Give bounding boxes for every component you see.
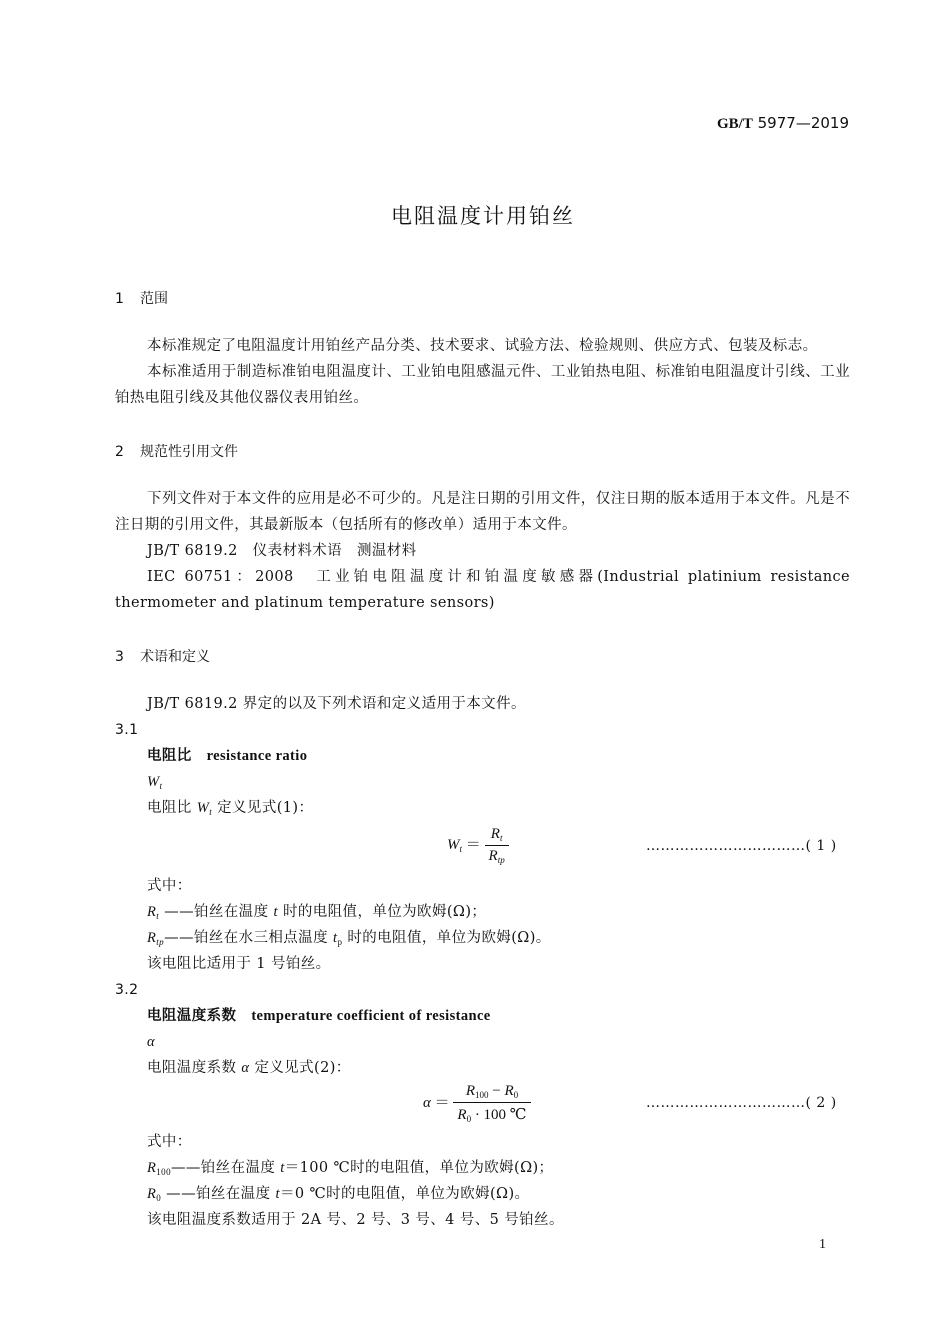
clause-3-1-symbol: $W_t$ bbox=[147, 774, 163, 791]
equation-1-leader: ……………………………( 1 ) bbox=[646, 838, 837, 854]
term-chinese: 电阻比 bbox=[147, 748, 192, 764]
document-title: 电阻温度计用铂丝 bbox=[391, 204, 575, 228]
clause-3-2-symbol: α bbox=[147, 1034, 156, 1050]
section-3-intro: JB/T 6819.2 界定的以及下列术语和定义适用于本文件。 bbox=[147, 696, 526, 712]
reference-iec-60751: IEC 60751：2008 工业铂电阻温度计和铂温度敏感器(Industrial platinium resistance thermometer and platinum temperature sensors) bbox=[115, 569, 850, 611]
section-1-heading bbox=[115, 288, 168, 308]
section-number: 2 bbox=[115, 444, 124, 460]
where-label: 式中： bbox=[147, 878, 192, 894]
where-item-rt: $R_t$ ——铂丝在温度 t 时的电阻值，单位为欧姆(Ω)； bbox=[147, 904, 487, 921]
term-english: temperature coefficient of resistance bbox=[251, 1008, 491, 1024]
reference-jbt-6819-2: JB/T 6819.2 仪表材料术语 测温材料 bbox=[147, 543, 417, 559]
section-1-paragraph-2: 本标准适用于制造标准铂电阻温度计、工业铂电阻感温元件、工业铂热电阻、标准铂电阻温度计引线、工业铂热电阻引线及其他仪器仪表用铂丝。 bbox=[115, 364, 850, 406]
section-number: 1 bbox=[115, 291, 124, 307]
where-label: 式中： bbox=[147, 1134, 192, 1150]
section-2-heading bbox=[115, 441, 238, 461]
section-title: 范围 bbox=[140, 291, 168, 307]
standard-code bbox=[717, 114, 849, 133]
equation-fraction: $\frac{R_{100} - R_0}{R_0 \cdot 100 ℃}$ bbox=[453, 1083, 530, 1124]
clause-3-1-term bbox=[147, 743, 307, 769]
standard-code-number: 5977—2019 bbox=[757, 114, 849, 132]
section-title: 规范性引用文件 bbox=[140, 444, 238, 460]
where-item-r100: $R_{100}——$铂丝在温度 t＝100 ℃时的电阻值，单位为欧姆(Ω)； bbox=[147, 1160, 554, 1177]
equation-2: α ＝ $\frac{R_{100} - R_0}{R_0 \cdot 100 ℃}$ bbox=[423, 1083, 531, 1124]
section-number: 3 bbox=[115, 649, 124, 665]
clause-3-2-definition: 电阻温度系数 α 定义见式(2)： bbox=[147, 1060, 351, 1076]
section-1-paragraph-1: 本标准规定了电阻温度计用铂丝产品分类、技术要求、试验方法、检验规则、供应方式、包装及标志。 bbox=[147, 338, 818, 354]
clause-3-1-definition: 电阻比 $W_t$ 定义见式(1)： bbox=[147, 800, 314, 817]
clause-3-2-term bbox=[147, 1003, 491, 1029]
standard-code-prefix: GB/T bbox=[717, 116, 753, 132]
equation-fraction: $\frac{R_t}{R_{tp}}$ bbox=[485, 826, 509, 865]
equation-1-label: ( 1 ) bbox=[805, 838, 837, 854]
equation-lhs: W bbox=[447, 836, 460, 853]
clause-3-2-note: 该电阻温度系数适用于 2A 号、2 号、3 号、4 号、5 号铂丝。 bbox=[147, 1212, 564, 1228]
term-english: resistance ratio bbox=[206, 748, 308, 764]
section-2-paragraph-1: 下列文件对于本文件的应用是必不可少的。凡是注日期的引用文件，仅注日期的版本适用于本文件。凡是不注日期的引用文件，其最新版本（包括所有的修改单）适用于本文件。 bbox=[115, 491, 850, 533]
equation-2-label: ( 2 ) bbox=[805, 1095, 837, 1111]
section-title: 术语和定义 bbox=[140, 649, 210, 665]
equation-lhs: α bbox=[423, 1094, 431, 1111]
section-3-heading bbox=[115, 646, 210, 666]
term-chinese: 电阻温度系数 bbox=[147, 1008, 237, 1024]
page-number: 1 bbox=[819, 1237, 826, 1252]
where-item-r0: $R_0$ ——铂丝在温度 t＝0 ℃时的电阻值，单位为欧姆(Ω)。 bbox=[147, 1186, 530, 1203]
clause-3-1-note: 该电阻比适用于 1 号铂丝。 bbox=[147, 956, 331, 972]
where-item-rtp: $R_{tp}——$铂丝在水三相点温度 $t_p$ 时的电阻值，单位为欧姆(Ω)。 bbox=[147, 930, 551, 947]
clause-3-2-number: 3.2 bbox=[115, 982, 139, 998]
equation-2-leader: ……………………………( 2 ) bbox=[646, 1095, 837, 1111]
equation-1: $W_t$ ＝ $\frac{R_t}{R_{tp}}$ bbox=[447, 826, 509, 865]
clause-3-1-number: 3.1 bbox=[115, 722, 139, 738]
